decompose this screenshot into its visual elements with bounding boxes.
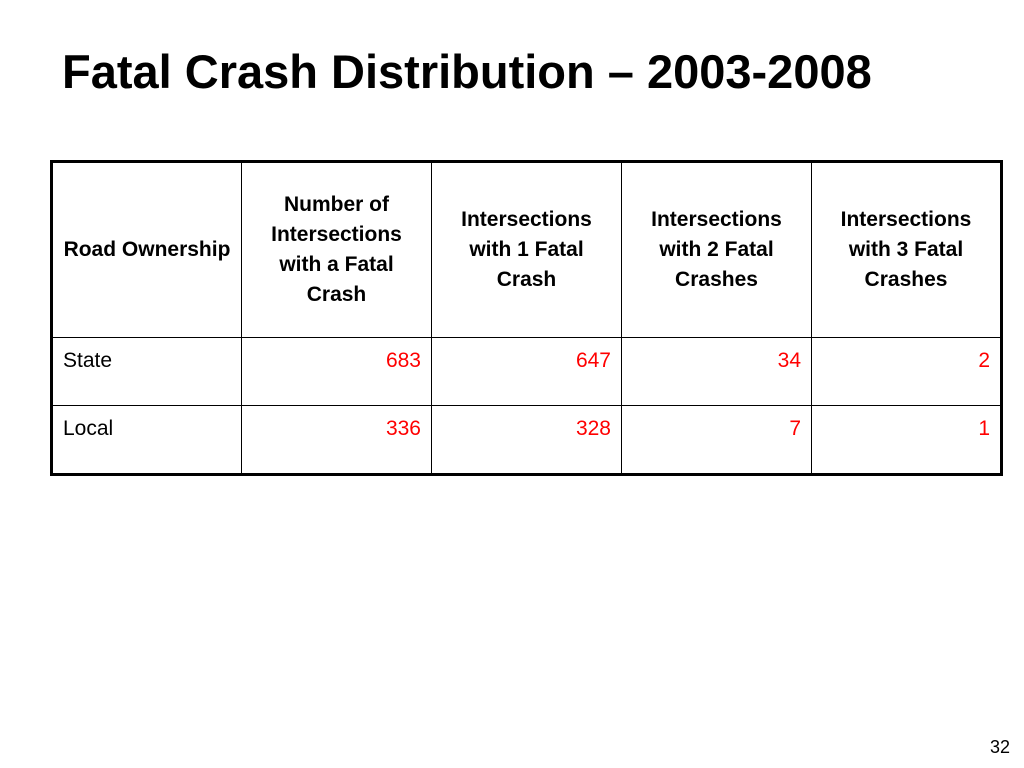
row-label: State [52,338,242,406]
cell-two-fatal-crashes: 7 [622,406,812,475]
table-row [52,406,1002,475]
header-three-fatal-crashes: Intersections with 3 Fatal Crashes [812,162,1002,338]
row-label: Local [52,406,242,475]
table-row [52,338,1002,406]
cell-three-fatal-crashes: 2 [812,338,1002,406]
slide-title: Fatal Crash Distribution – 2003-2008 [62,45,872,98]
header-two-fatal-crashes: Intersections with 2 Fatal Crashes [622,162,812,338]
cell-total-intersections: 336 [242,406,432,475]
header-road-ownership: Road Ownership [52,162,242,338]
page-number: 32 [989,737,1010,757]
cell-three-fatal-crashes: 1 [812,406,1002,475]
table-header-row [52,162,1002,338]
cell-two-fatal-crashes: 34 [622,338,812,406]
fatal-crash-table [50,160,1003,476]
cell-one-fatal-crash: 647 [432,338,622,406]
cell-one-fatal-crash: 328 [432,406,622,475]
header-one-fatal-crash: Intersections with 1 Fatal Crash [432,162,622,338]
header-number-of-intersections: Number of Intersections with a Fatal Crash [242,162,432,338]
cell-total-intersections: 683 [242,338,432,406]
